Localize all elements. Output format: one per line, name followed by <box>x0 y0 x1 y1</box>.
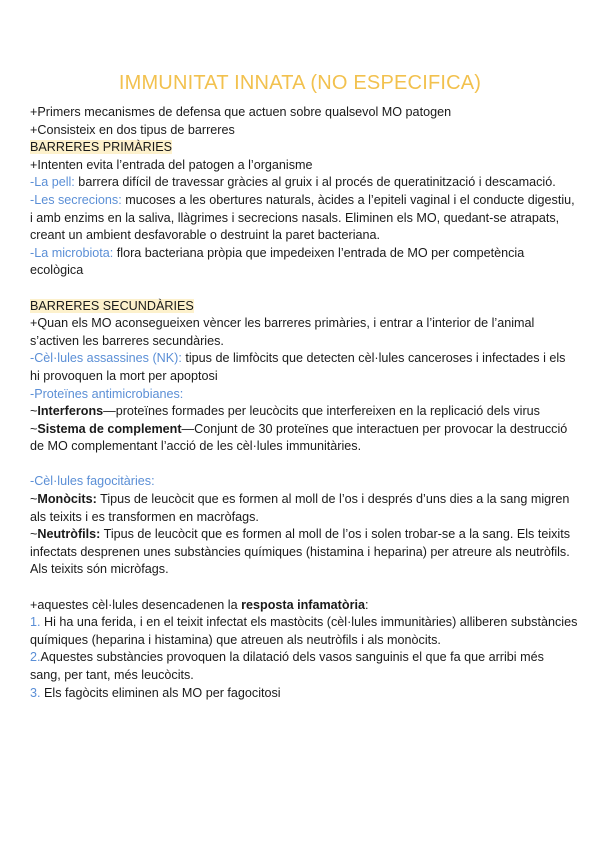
step-number: 3. <box>30 685 41 700</box>
tilde: ~ <box>30 421 38 436</box>
step-number: 2. <box>30 650 41 665</box>
item-secrecions <box>30 192 578 245</box>
item-proteines: -Proteïnes antimicrobianes: <box>30 386 184 401</box>
step-number: 1. <box>30 615 41 630</box>
section-heading-primaries <box>30 139 578 157</box>
heading-text: BARRERES PRIMÀRIES <box>30 140 173 155</box>
item-text: Tipus de leucòcit que es formen al moll de l’os i després d’uns dies a la sang migren als teixits i es transformen en macròfags. <box>30 492 570 524</box>
intro-bold: resposta infamatòria <box>241 597 365 612</box>
item-text: flora bacteriana pròpia que impedeixen l’entrada de MO per competència ecològica <box>30 245 525 278</box>
item-text: —Conjunt de 30 proteïnes que interactuen per provocar la destrucció de MO complementant l’acció de les cèl·lules immunitàries. <box>30 421 568 454</box>
tilde: ~ <box>30 492 38 507</box>
intro-end: : <box>364 597 369 612</box>
heading-text: BARRERES SECUNDÀRIES <box>30 298 194 313</box>
item-label: -Les secrecions: <box>30 192 122 207</box>
intro-line: +Consisteix en dos tipus de barreres <box>30 122 235 137</box>
item-label: -La microbiota: <box>30 245 114 260</box>
item-text: Tipus de leucòcit que es formen al moll de l’os i solen trobar-se a la sang. Els teixits infectats desprenen unes substàncies químiques (histamina i heparina) per atreure als neutròfils. Als teixits són micròfags. <box>30 527 571 577</box>
resposta-intro <box>30 597 578 615</box>
step-1 <box>30 614 578 649</box>
intro-line: +Primers mecanismes de defensa que actuen sobre qualsevol MO patogen <box>30 105 452 119</box>
tilde: ~ <box>30 404 38 419</box>
primaries-intro: +Intenten evita l’entrada del patogen a l’organisme <box>30 157 313 172</box>
item-bold: Monòcits: <box>37 492 97 507</box>
item-text: tipus de limfòcits que detecten cèl·lules canceroses i infectades i els hi provoquen la mort per apoptosi <box>30 351 566 383</box>
item-fagocitaries: -Cèl·lules fagocitàries: <box>30 474 155 489</box>
step-text: Hi ha una ferida, i en el teixit infectat els mastòcits (cèl·lules immunitàries) alliberen substàncies químiques (heparina i histamina) que atreuen als neutròfils i als monòcits. <box>30 615 578 647</box>
item-pell <box>30 174 578 192</box>
step-text: Aquestes substàncies provoquen la dilatació dels vasos sanguinis el que fa que arribi més sang, per tant, més leucòcits. <box>30 650 544 682</box>
item-interferons <box>30 403 578 421</box>
item-nk <box>30 350 578 385</box>
document-body <box>30 104 578 702</box>
tilde: ~ <box>30 527 38 542</box>
item-label: -Cèl·lules assassines (NK): <box>30 351 182 366</box>
step-3 <box>30 685 578 703</box>
item-bold: Interferons <box>37 404 104 419</box>
item-text: mucoses a les obertures naturals, àcides a l’epiteli vaginal i el conducte digestiu, i amb enzims en la saliva, llàgrimes i secrecions nasals. Eliminen els MO, quedant-se atrapats, creant un ambient desfavorable o destruint la paret bacteriana. <box>30 192 575 243</box>
section-heading-secundaries <box>30 298 578 316</box>
intro-text: +aquestes cèl·lules desencadenen la <box>30 597 242 612</box>
spacer <box>30 579 578 597</box>
item-text: barrera difícil de travessar gràcies al gruix i al procés de queratinització i descamació. <box>74 175 556 190</box>
page-title: IMMUNITAT INNATA (NO ESPECIFICA) <box>118 72 482 94</box>
item-complement <box>30 421 578 456</box>
item-text: —proteïnes formades per leucòcits que interfereixen en la replicació dels virus <box>103 404 540 419</box>
step-2 <box>30 649 578 684</box>
item-neutrofils <box>30 526 578 579</box>
step-text: Els fagòcits eliminen als MO per fagocitosi <box>40 685 281 700</box>
item-label: -La pell: <box>30 175 75 190</box>
item-microbiota <box>30 245 578 280</box>
spacer <box>30 280 578 298</box>
secundaries-intro: +Quan els MO aconsegueixen vèncer les barreres primàries, i entrar a l’interior de l’animal s’activen les barreres secundàries. <box>30 316 535 348</box>
item-bold: Neutròfils: <box>37 527 101 542</box>
spacer <box>30 456 578 474</box>
item-monocits <box>30 491 578 526</box>
item-bold: Sistema de complement <box>37 421 182 436</box>
